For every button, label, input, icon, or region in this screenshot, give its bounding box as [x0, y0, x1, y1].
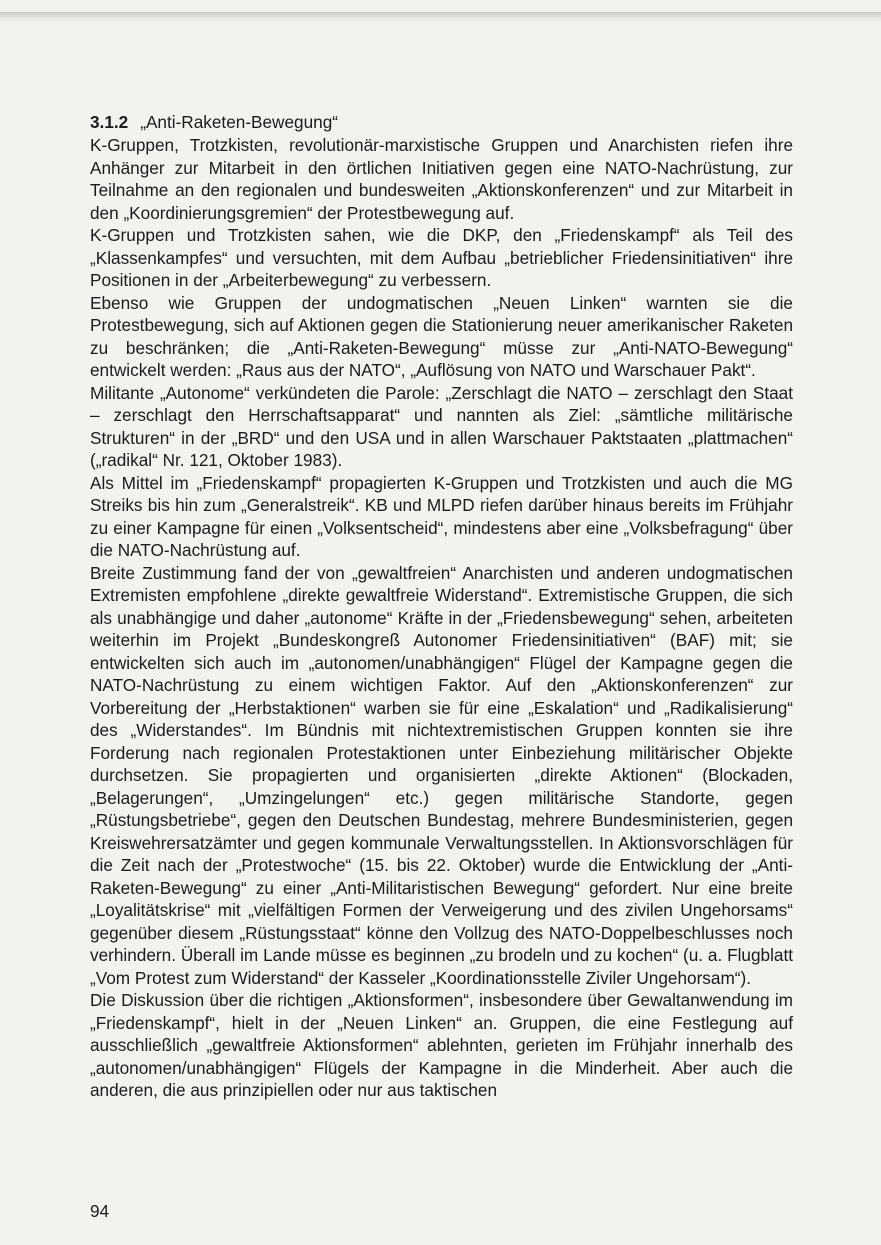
paragraph: Militante „Autonome“ verkündeten die Parole: „Zerschlagt die NATO – zerschlagt den Staat – zerschlagt den Herrschaftsapparat“ und nannten als Ziel: „sämtliche militärische Strukturen“ in der „BRD“ und den USA und in allen Warschauer Paktstaaten „plattmachen“ („radikal“ Nr. 121, Oktober 1983).: [90, 382, 793, 470]
paragraph: Die Diskussion über die richtigen „Aktionsformen“, insbesondere über Gewaltanwendung im „Friedenskampf“, hielt in der „Neuen Linken“ an. Gruppen, die eine Festlegung auf ausschließlich „gewaltfreie Aktionsformen“ ablehnten, gerieten im Frühjahr innerhalb des „autonomen/unabhängigen“ Flügels der Kampagne in die Minderheit. Aber auch die anderen, die aus prinzipiellen oder nur aus taktischen: [90, 990, 793, 1100]
page-number: 94: [90, 1201, 110, 1221]
section-number: 3.1.2: [90, 112, 129, 132]
section-title: „Anti-Raketen-Bewegung“: [140, 112, 338, 132]
paragraph: Breite Zustimmung fand der von „gewaltfreien“ Anarchisten und anderen undogmatischen Extremisten empfohlene „direkte gewaltfreie Widerstand“. Extremistische Gruppen, die sich als unabhängige und daher „autonome“ Kräfte in der „Friedensbewegung“ sehen, arbeiteten weiterhin im Projekt „Bundeskongreß Autonomer Friedensinitiativen“ (BAF) mit; sie entwickelten sich auch im „autonomen/unabhängigen“ Flügel der Kampagne gegen die NATO-Nachrüstung zu einem wichtigen Faktor. Auf den „Aktionskonferenzen“ zur Vorbereitung der „Herbstaktionen“ warben sie für eine „Eskalation“ und „Radikalisierung“ des „Widerstandes“. Im Bündnis mit nichtextremistischen Gruppen konnten sie ihre Forderung nach regionalen Protestaktionen unter Einbeziehung militärischer Objekte durchsetzen. Sie propagierten und organisierten „direkte Aktionen“ (Blockaden, „Belagerungen“, „Umzingelungen“ etc.) gegen militärische Standorte, gegen „Rüstungsbetriebe“, gegen den Deutschen Bundestag, mehrere Bundesministerien, gegen Kreiswehrersatzämter und gegen kommunale Verwaltungsstellen. In Aktionsvorschlägen für die Zeit nach der „Protestwoche“ (15. bis 22. Oktober) wurde die Entwicklung der „Anti-Raketen-Bewegung“ zu einer „Anti-Militaristischen Bewegung“ gefordert. Nur eine breite „Loyalitätskrise“ mit „vielfältigen Formen der Verweigerung und des zivilen Ungehorsams“ gegenüber diesem „Rüstungsstaat“ könne den Vollzug des NATO-Doppelbeschlusses noch verhindern. Überall im Lande müsse es beginnen „zu brodeln und zu kochen“ (u. a. Flugblatt „Vom Protest zum Widerstand“ der Kasseler „Koordinationsstelle Ziviler Ungehorsam“).: [90, 562, 793, 988]
paragraph: Ebenso wie Gruppen der undogmatischen „Neuen Linken“ warnten sie die Protestbewegung, sich auf Aktionen gegen die Stationierung neuer amerikanischer Raketen zu beschränken; die „Anti-Raketen-Bewegung“ müsse zur „Anti-NATO-Bewegung“ entwickelt werden: „Raus aus der NATO“, „Auflösung von NATO und Warschauer Pakt“.: [90, 292, 793, 380]
paragraph: Als Mittel im „Friedenskampf“ propagierten K-Gruppen und Trotzkisten und auch die MG Streiks bis hin zum „Generalstreik“. KB und MLPD riefen darüber hinaus bereits im Frühjahr zu einer Kampagne für einen „Volksentscheid“, mindestens aber eine „Volksbefragung“ über die NATO-Nachrüstung auf.: [90, 472, 793, 560]
page-content: [90, 110, 793, 1102]
page-top-edge: [0, 12, 881, 22]
paragraph: K-Gruppen, Trotzkisten, revolutionär-marxistische Gruppen und Anarchisten riefen ihre Anhänger zur Mitarbeit in den örtlichen Initiativen gegen eine NATO-Nachrüstung, zur Teilnahme an den regionalen und bundesweiten „Aktionskonferenzen“ und zur Mitarbeit in den „Koordinierungsgremien“ der Protestbewegung auf.: [90, 135, 793, 223]
paragraph: K-Gruppen und Trotzkisten sahen, wie die DKP, den „Friedenskampf“ als Teil des „Klassenkampfes“ und versuchten, mit dem Aufbau „betrieblicher Friedensinitiativen“ ihre Positionen in der „Arbeiterbewegung“ zu verbessern.: [90, 225, 793, 290]
section-heading: [90, 110, 793, 134]
